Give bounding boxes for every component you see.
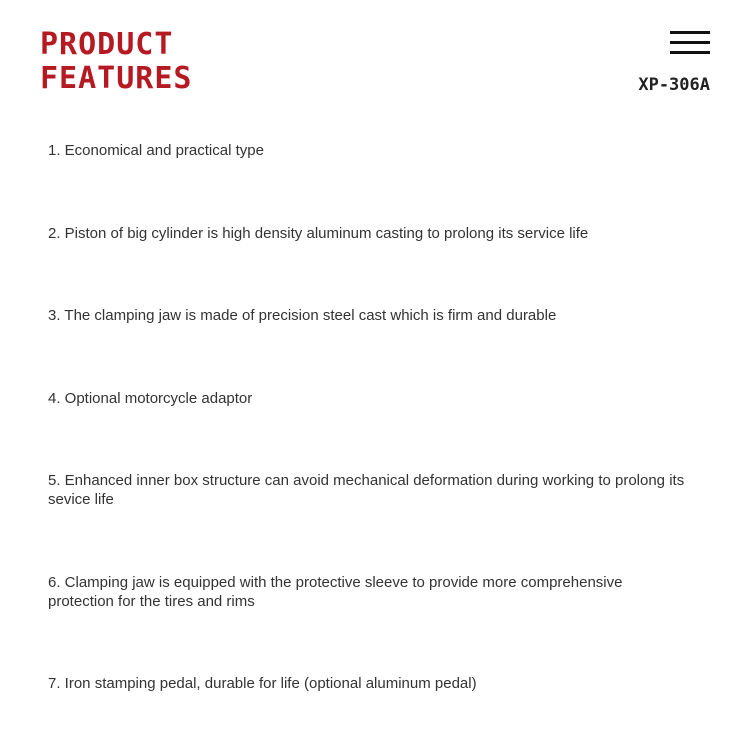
hamburger-menu-icon[interactable] xyxy=(670,31,710,55)
feature-item: 7. Iron stamping pedal, durable for life (optional aluminum pedal) xyxy=(48,675,477,692)
feature-item: 1. Economical and practical type xyxy=(48,142,264,159)
feature-item: 3. The clamping jaw is made of precision steel cast which is firm and durable xyxy=(48,307,557,324)
title-line-2: FEATURES xyxy=(40,61,193,96)
feature-item: 4. Optional motorcycle adaptor xyxy=(48,390,253,407)
model-number: XP-306A xyxy=(638,75,710,95)
feature-item: 6. Clamping jaw is equipped with the protective sleeve to provide more comprehensive protection for the tires and rims xyxy=(48,574,623,610)
feature-item: 2. Piston of big cylinder is high density aluminum casting to prolong its service life xyxy=(48,225,589,242)
page-title xyxy=(40,28,193,96)
title-line-1: PRODUCT xyxy=(40,27,174,62)
feature-item: 5. Enhanced inner box structure can avoid mechanical deformation during working to prolong its sevice life xyxy=(48,472,685,508)
